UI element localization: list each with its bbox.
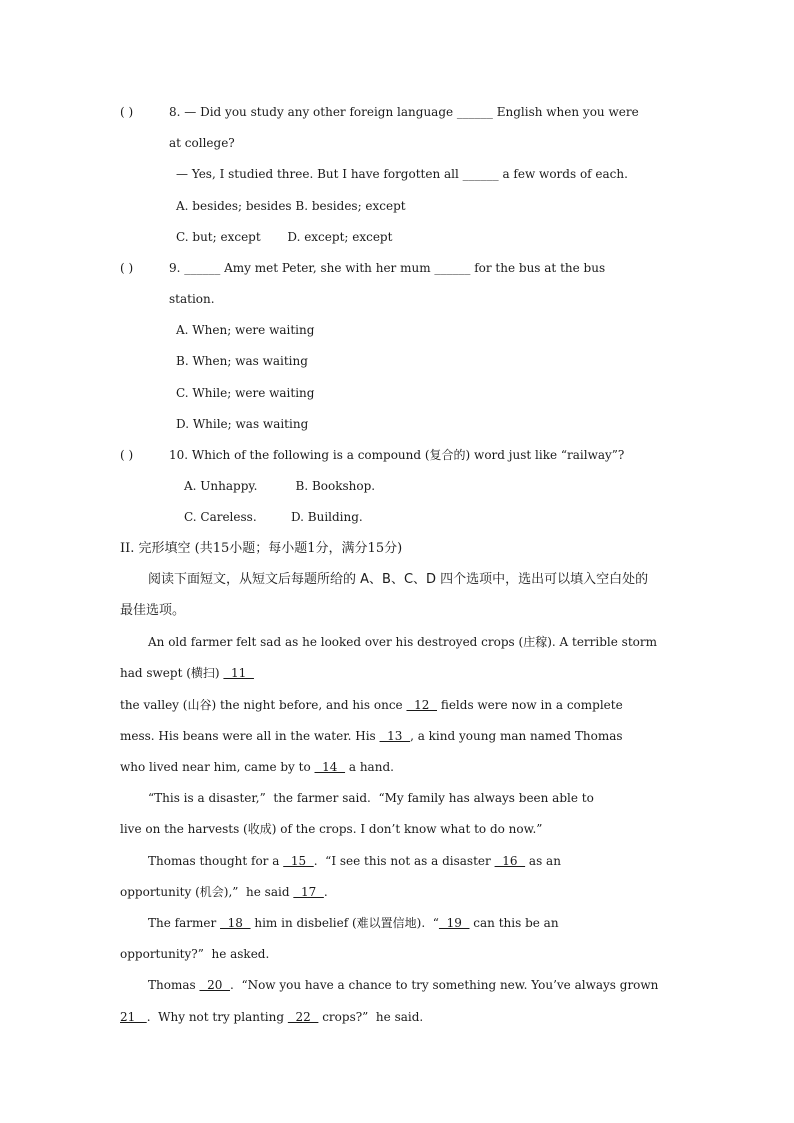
question-9-option-b: B. When; was waiting xyxy=(176,354,308,368)
blank-20: 20 xyxy=(199,978,230,992)
question-9-stem-cont: station. xyxy=(169,292,215,306)
section-instruction: 阅读下面短文，从短文后每题所给的 A、B、C、D 四个选项中，选出可以填入空白处的 xyxy=(148,572,649,587)
question-8-stem-cont: at college? xyxy=(169,136,235,150)
blank-19: 19 xyxy=(438,916,470,930)
blank-16: 16 xyxy=(494,854,526,868)
passage-line: opportunity?” he asked. xyxy=(120,947,270,961)
question-8-options-row-2: C. but; except D. except; except xyxy=(176,230,393,244)
passage-line: 21 . Why not try planting 22 crops?” he said. xyxy=(120,1010,424,1024)
question-8-reply: — Yes, I studied three. But I have forgotten all ______ a few words of each. xyxy=(176,167,628,181)
section-heading: II. 完形填空 (共15小题；每小题1分，满分15分) xyxy=(120,541,403,556)
question-8-stem: 8. — Did you study any other foreign language ______ English when you were xyxy=(169,105,639,119)
question-10-stem: 10. Which of the following is a compound (复合的) word just like “railway”? xyxy=(169,448,625,462)
passage-line: who lived near him, came by to 14 a hand. xyxy=(120,760,394,774)
question-9-stem: 9. ______ Amy met Peter, she with her mum ______ for the bus at the bus xyxy=(169,261,606,275)
section-instruction-cont: 最佳选项。 xyxy=(120,603,186,618)
passage-line: The farmer 18 him in disbelief (难以置信地). “ 19 can this be an xyxy=(148,916,559,930)
passage-line: live on the harvests (收成) of the crops. I don’t know what to do now.” xyxy=(120,822,543,836)
blank-18: 18 xyxy=(220,916,251,930)
blank-15: 15 xyxy=(283,854,314,868)
passage-line: Thomas 20 . “Now you have a chance to try something new. You’ve always grown xyxy=(148,978,659,992)
blank-17: 17 xyxy=(293,885,324,899)
passage-line: mess. His beans were all in the water. His 13 , a kind young man named Thomas xyxy=(120,729,623,743)
question-9-option-d: D. While; was waiting xyxy=(176,417,309,431)
passage-line: opportunity (机会),” he said 17 . xyxy=(120,885,328,899)
passage-line: “This is a disaster,” the farmer said. “My family has always been able to xyxy=(148,791,594,805)
passage-line: An old farmer felt sad as he looked over his destroyed crops (庄稼). A terrible storm xyxy=(148,635,657,649)
question-10-options-row-1: A. Unhappy. B. Bookshop. xyxy=(184,479,376,493)
blank-22: 22 xyxy=(287,1010,319,1024)
question-9-option-a: A. When; were waiting xyxy=(176,323,315,337)
answer-paren-9: ( ) xyxy=(120,261,134,275)
passage-line: the valley (山谷) the night before, and his once 12 fields were now in a complete xyxy=(120,698,623,712)
passage-line: had swept (横扫) 11 xyxy=(120,666,254,680)
question-9-option-c: C. While; were waiting xyxy=(176,386,315,400)
question-10-options-row-2: C. Careless. D. Building. xyxy=(184,510,363,524)
passage-line: Thomas thought for a 15 . “I see this not as a disaster 16 as an xyxy=(148,854,561,868)
answer-paren-8: ( ) xyxy=(120,105,134,119)
blank-11: 11 xyxy=(223,666,254,680)
blank-14: 14 xyxy=(314,760,346,774)
blank-13: 13 xyxy=(379,729,411,743)
blank-12: 12 xyxy=(406,698,437,712)
answer-paren-10: ( ) xyxy=(120,448,134,462)
question-8-options-row-1: A. besides; besides B. besides; except xyxy=(176,199,406,213)
blank-21: 21 xyxy=(120,1010,147,1024)
